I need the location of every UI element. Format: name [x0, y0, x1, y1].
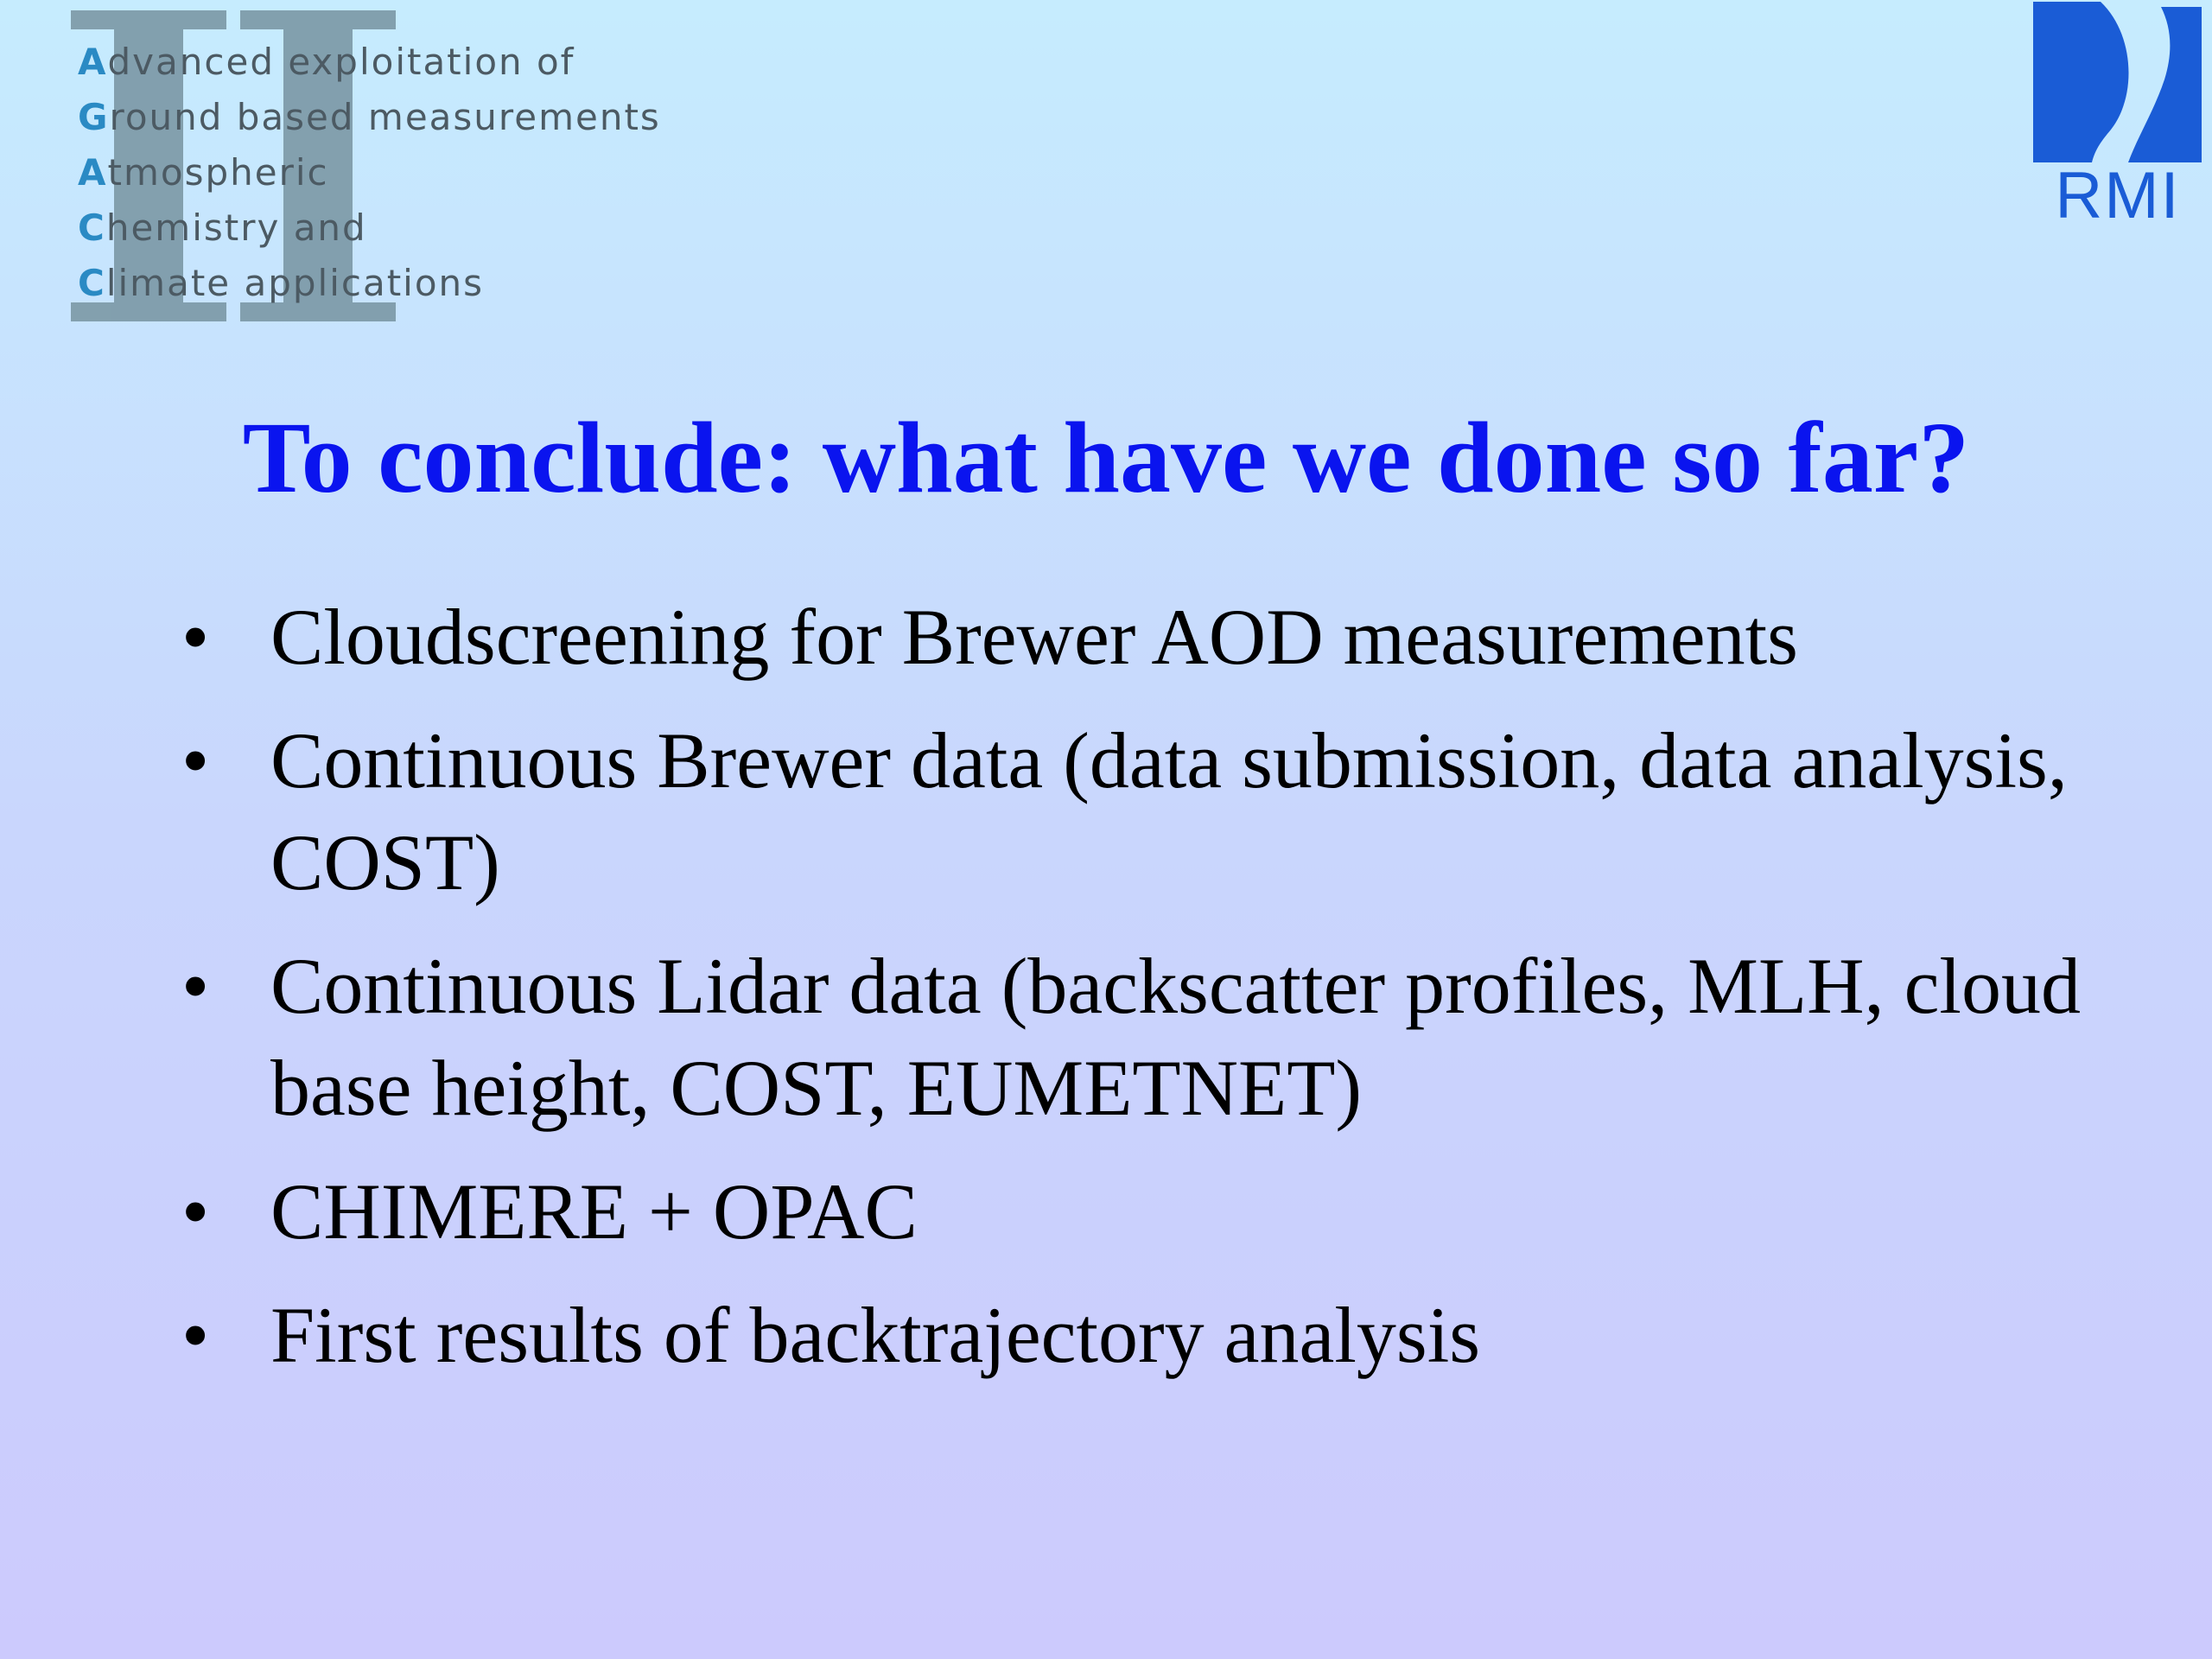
bullet-text: CHIMERE + OPAC — [270, 1167, 918, 1255]
agacc-acronym — [78, 35, 661, 311]
bullet-text: First results of backtrajectory analysis — [270, 1291, 1481, 1379]
bullet-item — [181, 1284, 2117, 1386]
acronym-line — [78, 90, 661, 145]
bullet-list — [181, 586, 2117, 1408]
acronym-rest: dvanced exploitation of — [107, 41, 575, 83]
acronym-initial: A — [78, 151, 108, 194]
rmi-emblem-icon — [2033, 2, 2202, 162]
acronym-initial: C — [78, 207, 106, 249]
slide-title: To conclude: what have we done so far? — [242, 401, 1970, 514]
bullet-item — [181, 1160, 2117, 1262]
acronym-rest: limate applications — [105, 262, 485, 304]
bullet-item — [181, 586, 2117, 688]
bullet-text: Continuous Lidar data (backscatter profiles, MLH, cloud base height, COST, EUMETNET) — [270, 942, 2081, 1132]
bullet-dot-icon: • — [181, 942, 210, 1030]
acronym-line — [78, 256, 661, 311]
bullet-text: Continuous Brewer data (data submission, data analysis, COST) — [270, 716, 2068, 906]
bullet-dot-icon: • — [181, 716, 210, 804]
bullet-item — [181, 709, 2117, 913]
acronym-line — [78, 200, 661, 256]
bullet-text: Cloudscreening for Brewer AOD measurements — [270, 593, 1798, 681]
agacc-logo — [69, 9, 726, 324]
acronym-initial: C — [78, 262, 106, 304]
acronym-initial: A — [78, 41, 108, 83]
acronym-rest: hemistry and — [105, 207, 367, 249]
acronym-rest: round based measurements — [109, 96, 661, 138]
acronym-rest: tmospheric — [107, 151, 329, 194]
rmi-logo — [2024, 0, 2206, 229]
bullet-dot-icon: • — [181, 1291, 210, 1379]
rmi-logo-text: RMI — [2055, 159, 2181, 229]
acronym-line — [78, 145, 661, 200]
bullet-item — [181, 935, 2117, 1139]
acronym-initial: G — [78, 96, 110, 138]
bullet-dot-icon: • — [181, 593, 210, 681]
bullet-dot-icon: • — [181, 1167, 210, 1255]
acronym-line — [78, 35, 661, 90]
